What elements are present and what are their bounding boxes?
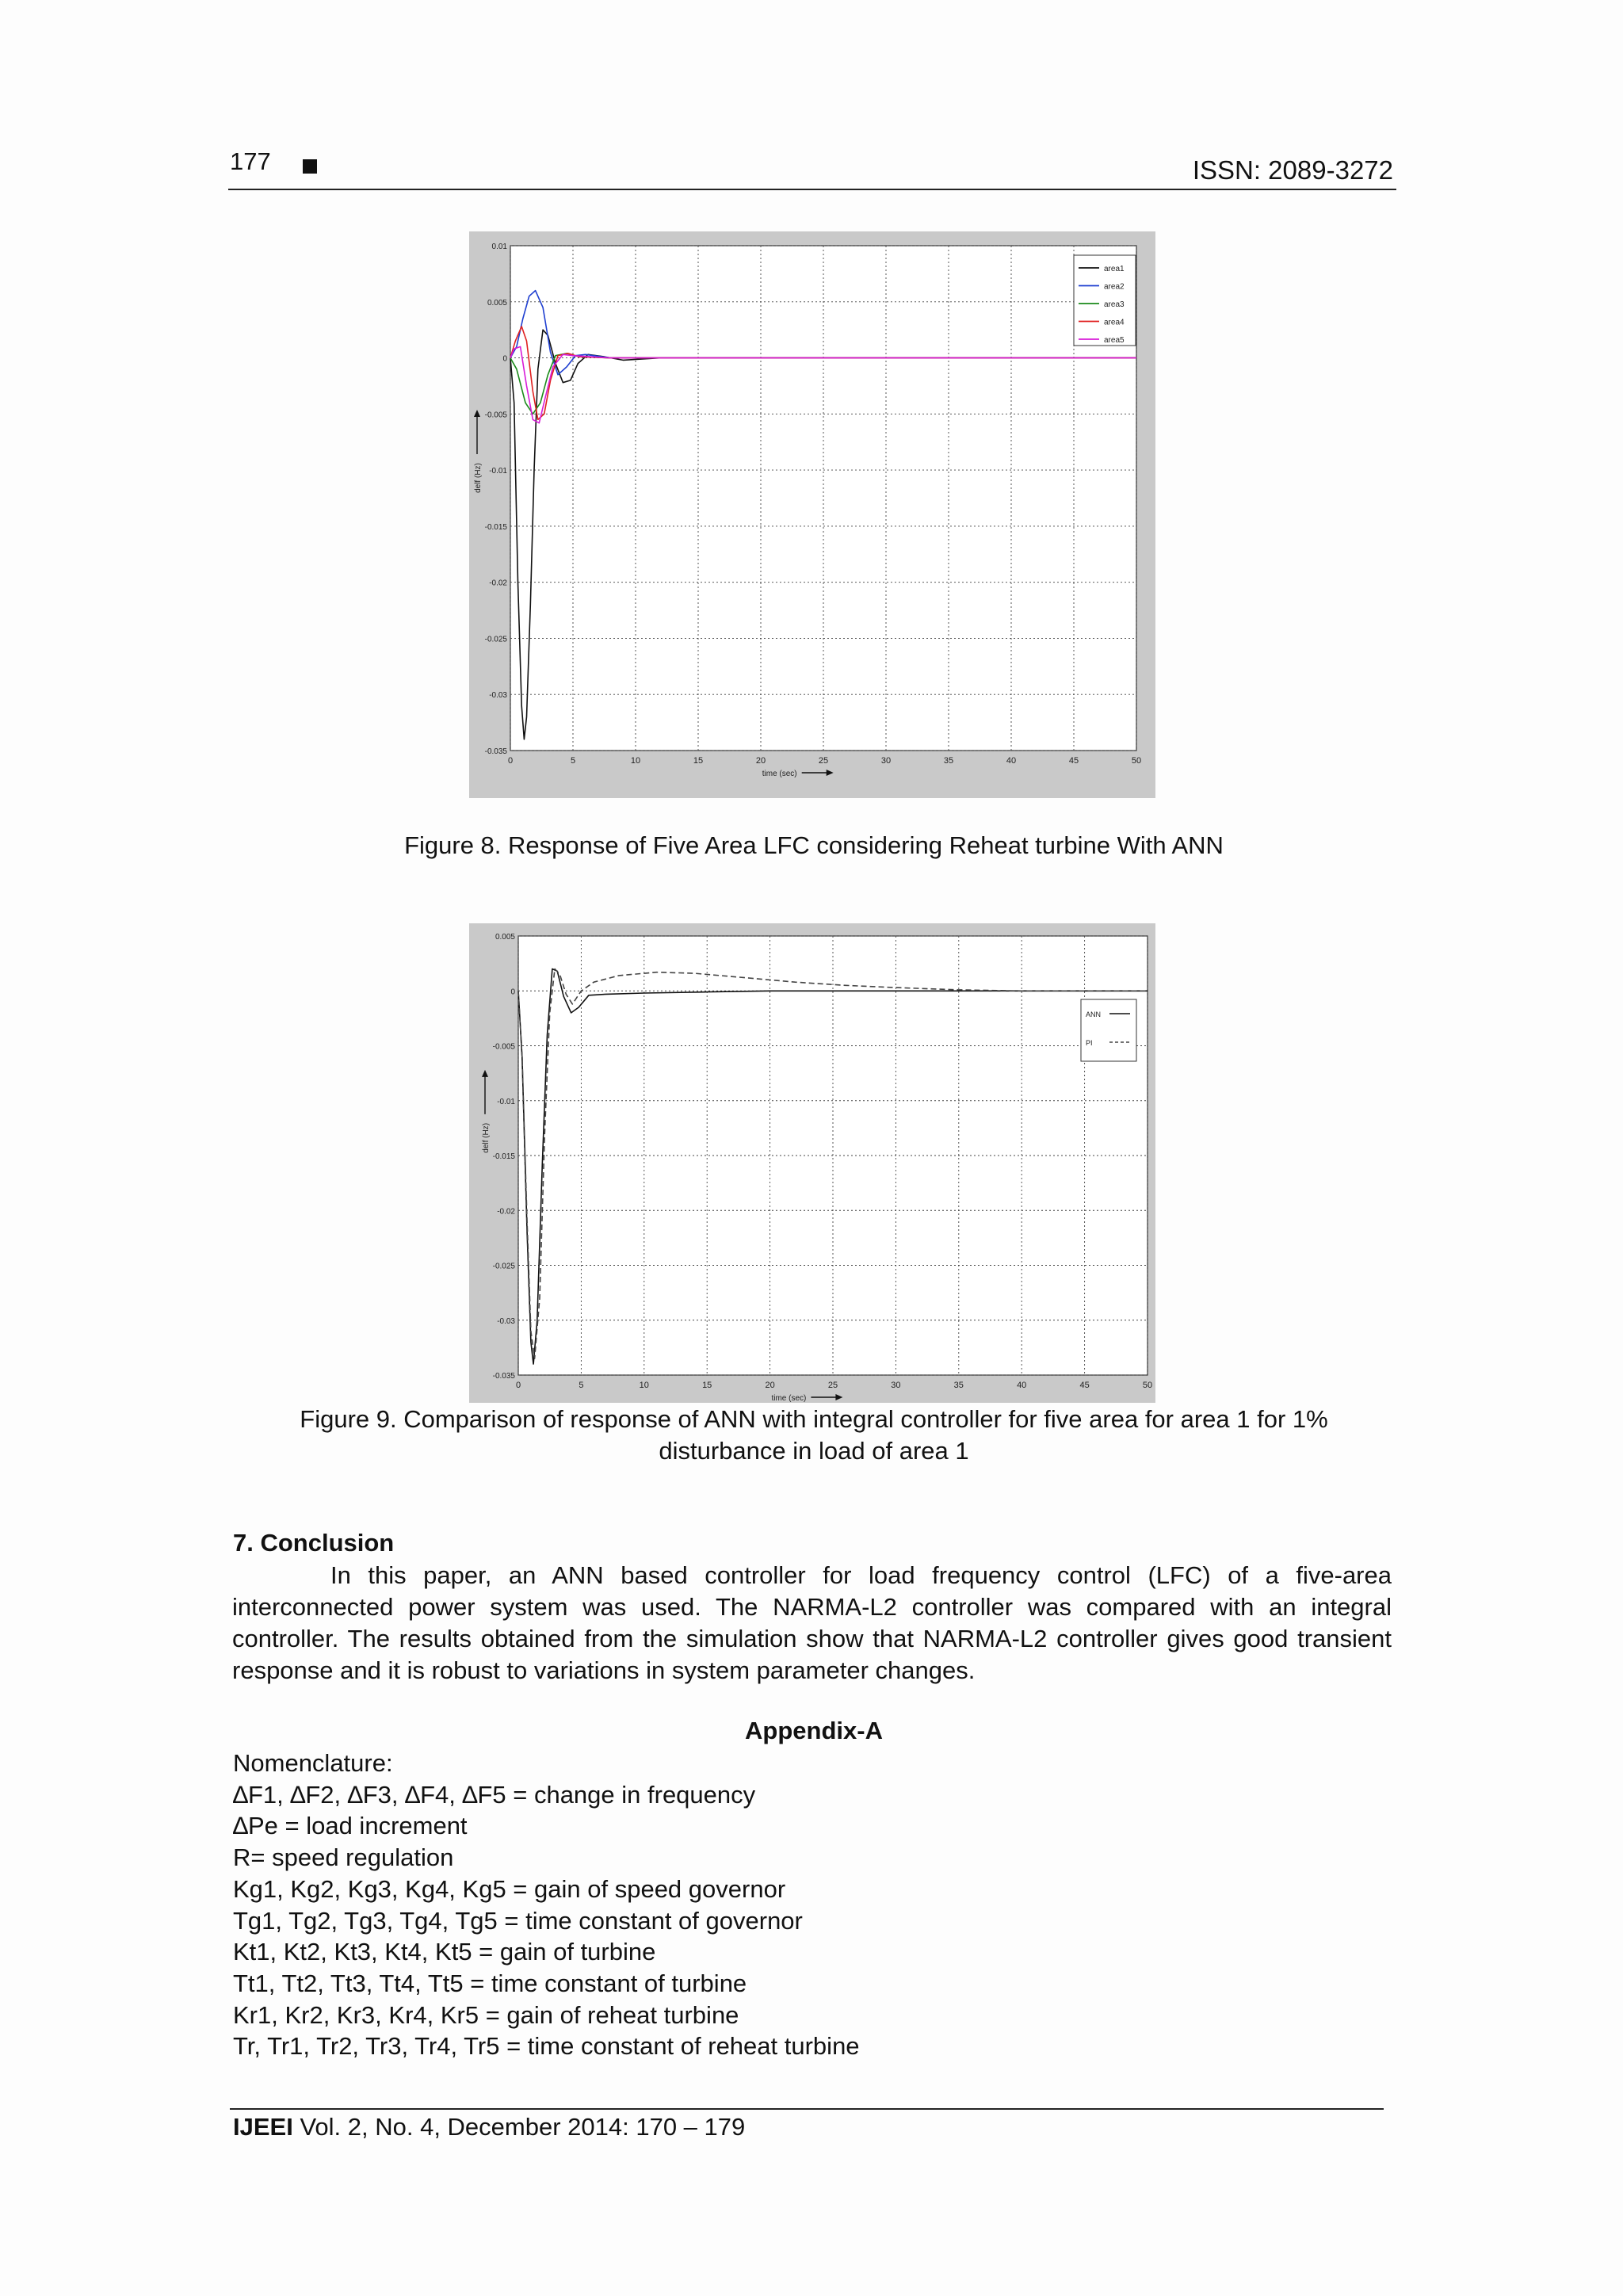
- nomenclature-line: Tt1, Tt2, Tt3, Tt4, Tt5 = time constant of turbine: [233, 1969, 747, 1997]
- nomenclature-line: Kt1, Kt2, Kt3, Kt4, Kt5 = gain of turbine: [233, 1938, 656, 1966]
- x-axis-label: time (sec): [762, 770, 797, 778]
- y-tick-label: -0.035: [484, 747, 507, 756]
- y-tick-label: 0.005: [487, 298, 507, 308]
- y-tick-label: -0.005: [492, 1042, 515, 1052]
- figure-9-chart: [469, 923, 1155, 1403]
- figure-9-svg: [469, 923, 1155, 1403]
- x-tick-label: 30: [891, 1381, 901, 1390]
- y-tick-label: -0.015: [484, 522, 507, 532]
- y-tick-label: 0: [510, 988, 515, 997]
- page-number: 177: [230, 147, 271, 175]
- figure-9-caption: [230, 1404, 1398, 1467]
- appendix-heading: Appendix-A: [745, 1717, 883, 1744]
- header-rule: [228, 189, 1396, 190]
- x-tick-label: 5: [579, 1381, 584, 1390]
- nomenclature-line: Nomenclature:: [233, 1749, 393, 1777]
- y-tick-label: -0.02: [489, 579, 507, 588]
- x-tick-label: 10: [630, 756, 641, 766]
- footer-rule: [230, 2108, 1384, 2110]
- figure-8-chart: [469, 231, 1155, 798]
- y-tick-label: -0.005: [484, 411, 507, 420]
- footer-journal: IJEEI: [233, 2113, 293, 2141]
- y-axis-label: delf (Hz): [482, 1122, 491, 1153]
- header-square-icon: [303, 159, 317, 174]
- legend-box: [1081, 999, 1136, 1061]
- x-tick-label: 45: [1079, 1381, 1090, 1390]
- nomenclature-line: Tg1, Tg2, Tg3, Tg4, Tg5 = time constant of governor: [233, 1906, 803, 1935]
- x-tick-label: 25: [818, 756, 829, 766]
- figure-9-caption-line2: disturbance in load of area 1: [659, 1437, 969, 1465]
- figure-8-svg: [469, 231, 1155, 798]
- y-tick-label: 0.005: [495, 933, 515, 942]
- y-tick-label: -0.025: [492, 1262, 515, 1271]
- conclusion-heading: 7. Conclusion: [233, 1529, 395, 1557]
- legend-label: area2: [1104, 282, 1125, 292]
- nomenclature-line: R= speed regulation: [233, 1843, 454, 1872]
- y-tick-label: -0.035: [492, 1372, 515, 1381]
- legend-label: area5: [1104, 336, 1125, 345]
- nomenclature-list: [233, 1748, 860, 2062]
- x-tick-label: 15: [702, 1381, 712, 1390]
- figure-9-caption-line1: Figure 9. Comparison of response of ANN with integral controller for five area for area 1 for 1%: [300, 1405, 1328, 1433]
- nomenclature-line: Kg1, Kg2, Kg3, Kg4, Kg5 = gain of speed governor: [233, 1874, 786, 1903]
- x-tick-label: 15: [693, 756, 704, 766]
- x-tick-label: 35: [943, 756, 954, 766]
- x-tick-label: 45: [1068, 756, 1079, 766]
- y-tick-label: -0.025: [484, 635, 507, 644]
- legend-label: PI: [1086, 1039, 1093, 1047]
- x-tick-label: 30: [880, 756, 892, 766]
- x-tick-label: 35: [953, 1381, 964, 1390]
- x-tick-label: 0: [515, 1381, 521, 1390]
- footer-citation: [233, 2113, 745, 2141]
- nomenclature-line: ∆F1, ∆F2, ∆F3, ∆F4, ∆F5 = change in frequency: [233, 1780, 756, 1809]
- legend-label: area4: [1104, 318, 1125, 327]
- x-tick-label: 5: [570, 756, 576, 766]
- nomenclature-line: Kr1, Kr2, Kr3, Kr4, Kr5 = gain of reheat turbine: [233, 2000, 739, 2029]
- x-tick-label: 50: [1142, 1381, 1153, 1390]
- y-tick-label: -0.03: [497, 1316, 515, 1326]
- x-tick-label: 0: [507, 756, 514, 766]
- x-tick-label: 10: [639, 1381, 649, 1390]
- legend-label: area3: [1104, 300, 1125, 309]
- nomenclature-line: Tr, Tr1, Tr2, Tr3, Tr4, Tr5 = time constant of reheat turbine: [233, 2032, 860, 2061]
- nomenclature-line: ∆Pe = load increment: [233, 1812, 468, 1840]
- footer-volume: Vol. 2, No. 4, December 2014: 170 – 179: [292, 2113, 746, 2141]
- x-tick-label: 25: [827, 1381, 838, 1390]
- y-tick-label: -0.02: [497, 1207, 515, 1217]
- x-tick-label: 40: [1017, 1381, 1027, 1390]
- x-axis-label: time (sec): [771, 1394, 807, 1403]
- y-tick-label: -0.03: [489, 691, 507, 701]
- legend-label: ANN: [1086, 1010, 1102, 1018]
- conclusion-paragraph: In this paper, an ANN based controller for load frequency control (LFC) of a five-area interconnected power system was used. The NARMA-L2 controller was compared with an integral controller. The results obtained from the simulation show that NARMA-L2 controller gives good transient response and it is robust to variations in system parameter changes.: [232, 1561, 1392, 1684]
- x-tick-label: 50: [1131, 756, 1142, 766]
- y-tick-label: -0.015: [492, 1152, 515, 1161]
- x-tick-label: 20: [755, 756, 766, 766]
- x-tick-label: 40: [1006, 756, 1017, 766]
- figure-8-caption: Figure 8. Response of Five Area LFC considering Reheat turbine With ANN: [404, 831, 1224, 859]
- y-tick-label: -0.01: [497, 1097, 515, 1106]
- y-tick-label: -0.01: [489, 467, 507, 476]
- issn-label: ISSN: 2089-3272: [1192, 155, 1393, 185]
- y-tick-label: 0.01: [491, 243, 507, 251]
- y-axis-label: delf (Hz): [474, 463, 483, 493]
- legend-label: area1: [1104, 265, 1125, 273]
- x-tick-label: 20: [765, 1381, 775, 1390]
- y-tick-label: 0: [502, 354, 507, 364]
